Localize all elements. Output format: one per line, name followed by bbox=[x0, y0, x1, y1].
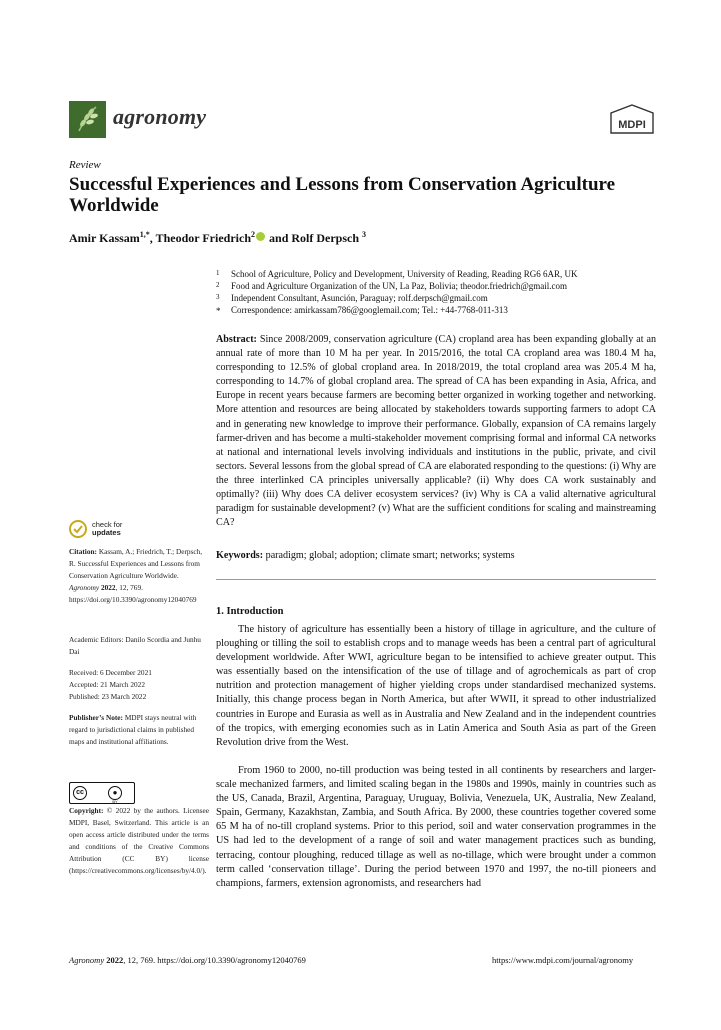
affiliation-number: 2 bbox=[216, 281, 220, 289]
section-divider bbox=[216, 579, 656, 580]
abstract-text: Since 2008/2009, conservation agriculture (CA) cropland area has been expanding globally at an annual rate of more than 10 M ha per year. In 2015/2016, the total CA cropland area was 180.4 M ha, corresponding to 12.5% of global cropland area. In 2018/2019, the total cropland area was 205.4 M ha, corresponding to 14.7% of global cropland area. The spread of CA has been expanding in Asia, Africa, and Europe in recent years because farmers are becoming better organized in working together and networking. More attention and resources are being allocated by stakeholders towards supporting farmers to adopt CA and in generating new knowledge to improve their performance. Globally, expansion of CA remains largely farmer-driven and has become a multi-stakeholder movement comprising formal and informal CA networks at national and international levels involving individuals and institutions in the public, private, and civil sectors. Several lessons from the global spread of CA are elaborated responding to the questions: (i) Why are the three interlinked CA principles universally applicable? (ii) Why does CA work sustainably and optimally? (iii) Why does CA deliver ecosystem services? (iv) Why is CA a valid alternative agricultural paradigm for sustainable development? (v) What are the sufficient conditions for scaling and mainstreaming CA? bbox=[216, 334, 656, 529]
publisher-note bbox=[69, 712, 209, 748]
citation-text: Kassam, A.; Friedrich, T.; Derpsch, R. Successful Experiences and Lessons from Conservation Agriculture Worldwide. bbox=[69, 547, 203, 581]
publisher-note-text: MDPI stays neutral with regard to jurisdictional claims in published maps and institutional affiliations. bbox=[69, 713, 197, 747]
citation-block bbox=[69, 546, 209, 606]
author-list bbox=[69, 230, 366, 246]
section-heading: 1. Introduction bbox=[216, 606, 284, 617]
check-for-updates-icon[interactable] bbox=[69, 520, 87, 538]
by-label: BY bbox=[112, 799, 118, 804]
footer-year: 2022 bbox=[106, 955, 124, 965]
affiliation-text: School of Agriculture, Policy and Development, University of Reading, Reading RG6 6AR, UK bbox=[231, 269, 578, 279]
keywords-label: Keywords: bbox=[216, 550, 264, 561]
attribution-icon: ● bbox=[108, 786, 122, 800]
author-affiliation-mark: 2 bbox=[251, 230, 256, 239]
editors-label: Academic Editors: bbox=[69, 635, 124, 644]
academic-editors bbox=[69, 634, 209, 658]
author-name[interactable]: , Theodor Friedrich bbox=[149, 231, 252, 245]
publisher-note-label: Publisher’s Note: bbox=[69, 713, 123, 722]
affiliation-number: 1 bbox=[216, 269, 220, 277]
author-affiliation-mark: 1,* bbox=[139, 230, 150, 239]
citation-doi[interactable]: , 12, 769. https://doi.org/10.3390/agronomy12040769 bbox=[69, 583, 197, 605]
published-date: Published: 23 March 2022 bbox=[69, 692, 147, 701]
author-affiliation-mark: 3 bbox=[362, 230, 367, 239]
correspondence-text: Correspondence: amirkassam786@googlemail.com; Tel.: +44-7768-011-313 bbox=[231, 305, 508, 315]
keywords-text: paradigm; global; adoption; climate smart; networks; systems bbox=[265, 550, 515, 561]
editors-names: Danilo Scordia and Junhu Dai bbox=[69, 635, 201, 657]
journal-logo-icon bbox=[69, 101, 106, 138]
orcid-icon[interactable] bbox=[256, 232, 265, 241]
footer-doi[interactable]: , 12, 769. https://doi.org/10.3390/agronomy12040769 bbox=[123, 955, 306, 965]
copyright-text: © 2022 by the authors. Licensee MDPI, Basel, Switzerland. This article is an open access article distributed under the terms and conditions of the Creative Commons Attribution (CC BY) license (https://creativecommons.org/licenses/by/4.0/). bbox=[69, 806, 209, 876]
keywords bbox=[216, 550, 656, 561]
footer-journal: Agronomy bbox=[69, 955, 105, 965]
publisher-name: MDPI bbox=[618, 119, 646, 131]
abstract bbox=[216, 333, 656, 530]
received-date: Received: 6 December 2021 bbox=[69, 668, 152, 677]
abstract-label: Abstract: bbox=[216, 334, 257, 345]
journal-name: agronomy bbox=[113, 104, 207, 129]
author-name[interactable]: and Rolf Derpsch bbox=[266, 231, 360, 245]
check-for-updates-button[interactable] bbox=[92, 521, 122, 537]
author-name[interactable]: Amir Kassam bbox=[69, 231, 140, 245]
cc-by-license-icon[interactable] bbox=[69, 782, 135, 804]
publisher-logo-icon bbox=[610, 104, 654, 134]
updates-label: updates bbox=[92, 528, 121, 537]
article-title: Successful Experiences and Lessons from Conservation Agriculture Worldwide bbox=[69, 174, 616, 216]
article-type: Review bbox=[69, 159, 101, 171]
copyright-block bbox=[69, 805, 209, 878]
citation-label: Citation: bbox=[69, 547, 97, 556]
cc-icon: cc bbox=[73, 786, 87, 800]
affiliation-number: * bbox=[216, 306, 221, 316]
footer-journal-link[interactable]: https://www.mdpi.com/journal/agronomy bbox=[492, 955, 634, 965]
copyright-label: Copyright: bbox=[69, 806, 104, 815]
check-for-label: check for bbox=[92, 520, 123, 529]
affiliation-text: Independent Consultant, Asunción, Paraguay; rolf.derpsch@gmail.com bbox=[231, 293, 488, 303]
footer-citation bbox=[69, 955, 306, 965]
accepted-date: Accepted: 21 March 2022 bbox=[69, 680, 145, 689]
affiliation-number: 3 bbox=[216, 293, 220, 301]
citation-year: 2022 bbox=[100, 583, 116, 593]
citation-journal: Agronomy bbox=[69, 583, 100, 593]
body-paragraph: The history of agriculture has essentially been a history of tillage in agriculture, and the culture of ploughing or tilling the soil to establish crops and to manage weeds has been a central part of agricultural development worldwide. After WWI, agriculture began to be intensified to achieve greater output. This was essentially based on the intensification of the use of tillage and of agrochemicals as part of crop nutrition and protection management of higher yielding crops under standardised mechanized systems. Initially, this change process began in North America, but after WWII, it spread to other industrialized countries in Europe and Eurasia as well as in Australia and New Zealand and in the independent countries of the tropics, with emerging economies such as in Latin America and South Asia as part of the Green Revolution drive from the West. bbox=[216, 624, 656, 748]
affiliation-text: Food and Agriculture Organization of the UN, La Paz, Bolivia; theodor.friedrich@gmail.com bbox=[231, 281, 568, 291]
body-paragraph: From 1960 to 2000, no-till production was being tested in all continents by researchers and larger-scale mechanized farmers, and limited scaling began in the 1980s and 1990s, mainly in countries such as the US, Canada, Brazil, Argentina, Paraguay, Uruguay, Bolivia, Venezuela, UK, Australia, New Zealand, Spain, Germany, Kazakhstan, Zambia, and South Africa. By 2000, these countries together covered some 65 M ha of no-till cropland systems. Prior to this period, soil and water conservation programmes in the US had led to the development of a range of soil and water management practices such as bunding, terracing, contour ploughing, reduced tillage as well as no-tillage, which were brought under a common term called ‘conservation tillage’. During the period between 1970 and 1997, the no-till pioneers and champions, farmers, extension agronomists, and researchers had bbox=[216, 765, 656, 889]
